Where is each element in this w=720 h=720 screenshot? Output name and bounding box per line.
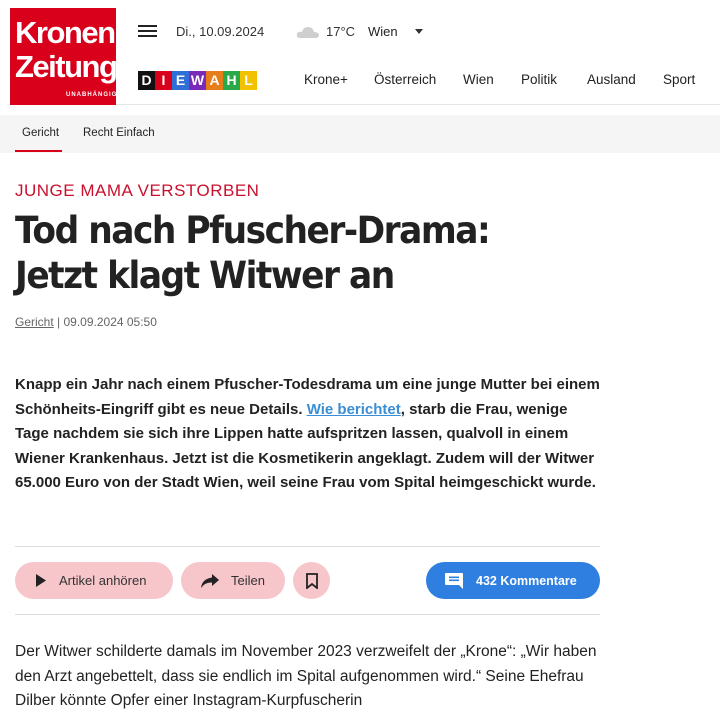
- comments-label: 432 Kommentare: [476, 573, 577, 588]
- sub-navigation: [0, 115, 720, 153]
- header-divider: [116, 104, 720, 105]
- share-button[interactable]: [181, 562, 285, 599]
- play-icon: [35, 574, 47, 587]
- diewahl-letter: A: [206, 71, 223, 90]
- logo-line2: Zeitung: [15, 49, 117, 84]
- publish-timestamp: | 09.09.2024 05:50: [57, 315, 157, 329]
- kronen-zeitung-logo[interactable]: [10, 8, 116, 105]
- article-lead: [15, 373, 605, 496]
- diewahl-letter: I: [155, 71, 172, 90]
- bookmark-icon: [306, 573, 318, 589]
- current-date: Di., 10.09.2024: [176, 24, 265, 39]
- share-label: Teilen: [231, 573, 265, 588]
- chevron-down-icon[interactable]: [415, 29, 423, 34]
- diewahl-letter: E: [172, 71, 189, 90]
- article-meta: [15, 315, 157, 329]
- lead-text-part1: Knapp ein Jahr nach einem Pfuscher-Todesdrama um eine junge Mutter bei einem Schönheits-Eingriff gibt es neue Details.: [15, 376, 600, 418]
- site-header: [0, 0, 720, 112]
- hamburger-menu-icon[interactable]: [138, 22, 160, 42]
- nav-item-sport[interactable]: Sport: [663, 72, 696, 87]
- active-tab-indicator: [15, 150, 62, 152]
- share-arrow-icon: [201, 574, 219, 588]
- logo-line1: Kronen: [15, 15, 115, 50]
- diewahl-letter: L: [240, 71, 257, 90]
- diewahl-letter: D: [138, 71, 155, 90]
- nav-item-politik[interactable]: Politik: [521, 72, 558, 87]
- city-selector[interactable]: Wien: [368, 24, 398, 39]
- nav-item-krone-plus[interactable]: Krone+: [304, 72, 348, 87]
- article-body: Der Witwer schilderte damals im November 2023 verzweifelt der „Krone“: „Wir haben den Arzt angebettelt, dass sie endlich im Spital aufgenommen wird.“ Seine Ehefrau Dilber könnte Opfer einer Instagram-Kurpfuscherin: [15, 643, 597, 709]
- diewahl-letter: H: [223, 71, 240, 90]
- listen-article-button[interactable]: [15, 562, 173, 599]
- divider-bottom: [15, 614, 600, 615]
- comments-button[interactable]: [426, 562, 600, 599]
- category-link[interactable]: Gericht: [15, 315, 54, 329]
- cloud-icon: [296, 25, 320, 39]
- nav-item-oesterreich[interactable]: Österreich: [374, 72, 437, 87]
- bookmark-button[interactable]: [293, 562, 330, 599]
- subnav-item-recht-einfach[interactable]: Recht Einfach: [83, 127, 155, 139]
- divider-top: [15, 546, 600, 547]
- lead-link-wie-berichtet[interactable]: Wie berichtet: [306, 400, 401, 418]
- comment-icon: [444, 572, 464, 590]
- diewahl-letter: W: [190, 72, 205, 88]
- temperature: 17°C: [326, 24, 356, 39]
- subnav-item-gericht[interactable]: Gericht: [22, 127, 60, 139]
- logo-tagline: UNABHÄNGIG: [66, 92, 118, 98]
- listen-label: Artikel anhören: [59, 573, 147, 588]
- lead-text-part2: , starb die Frau, wenige Tage nachdem sie sich ihre Lippen hatte aufspritzen lassen, qualvoll in einem Wiener Krankenhaus. Jetzt ist die Kosmetikerin angeklagt. Zudem will der Witwer 65.000 Euro von der Stadt Wien, weil seine Frau vom Spital heimgeschickt wurde.: [15, 400, 596, 492]
- die-wahl-logo[interactable]: [138, 71, 257, 90]
- article-kicker: JUNGE MAMA VERSTORBEN: [15, 181, 260, 200]
- article-title: Tod nach Pfuscher-Drama: Jetzt klagt Witwer an: [15, 209, 490, 297]
- nav-item-ausland[interactable]: Ausland: [587, 72, 636, 87]
- nav-item-wien[interactable]: Wien: [463, 72, 494, 87]
